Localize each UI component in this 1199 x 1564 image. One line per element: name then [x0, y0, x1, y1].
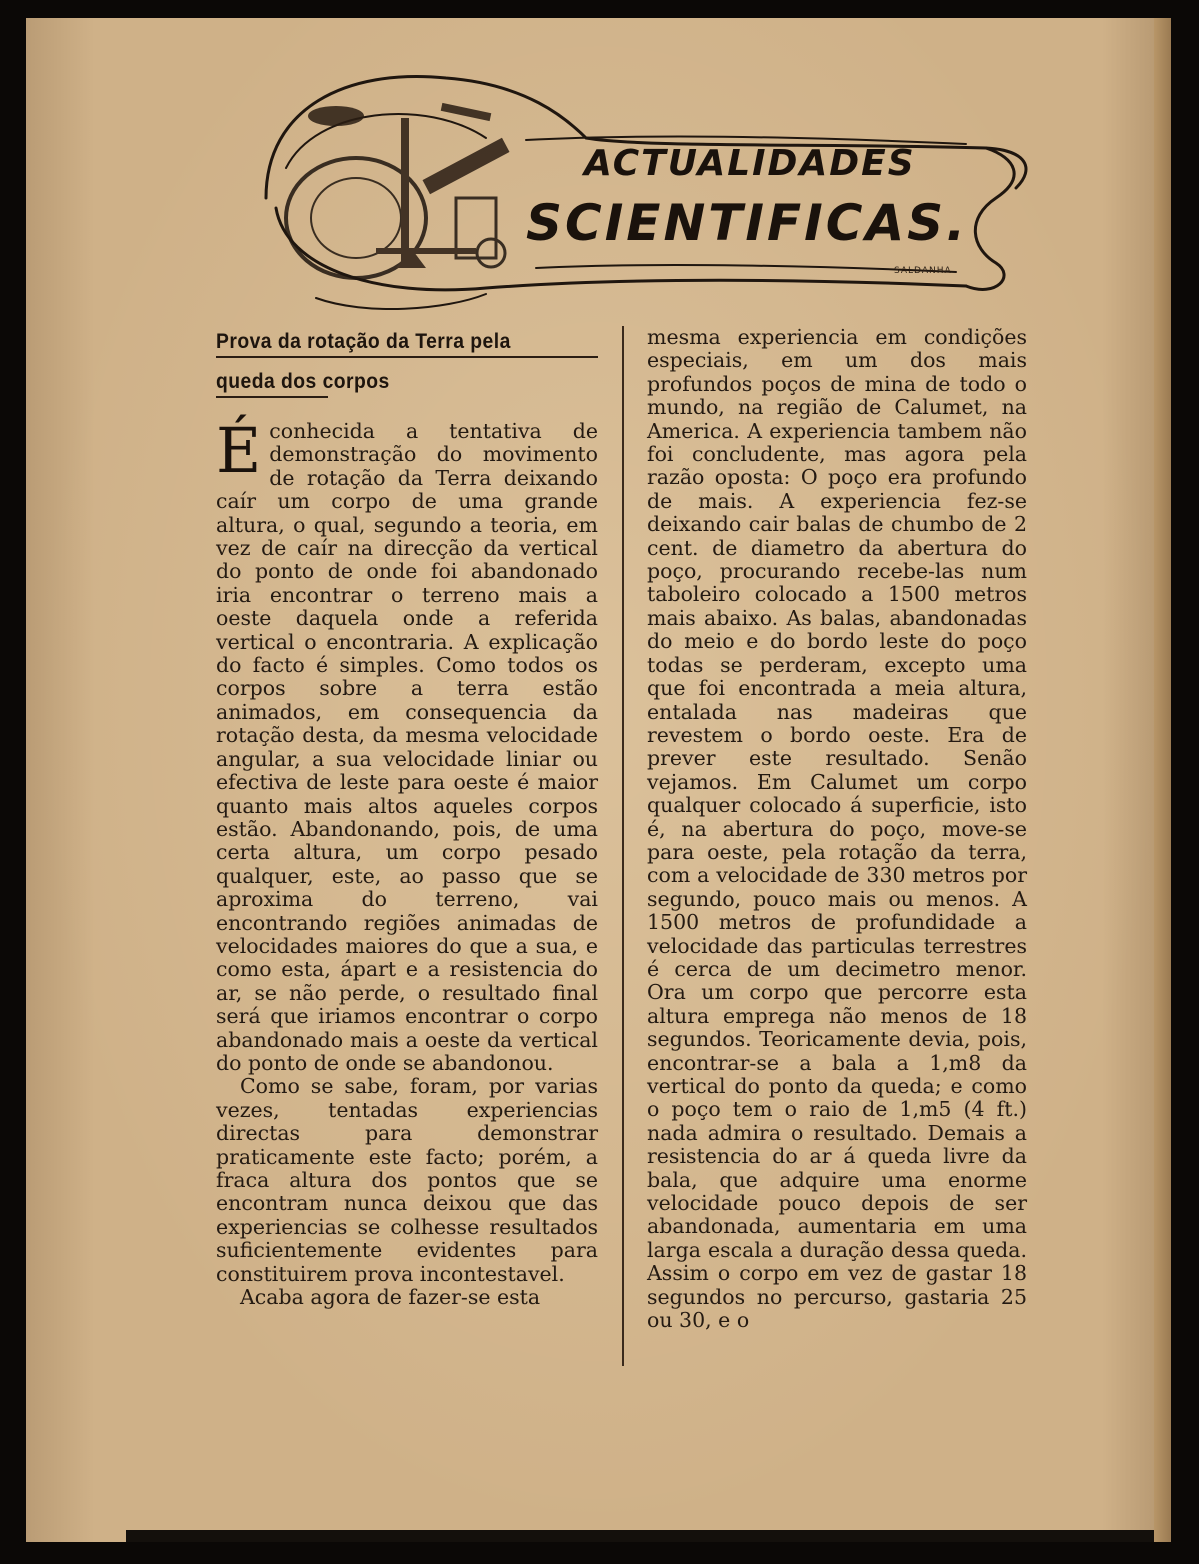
article-column-left	[216, 414, 598, 1310]
page-bottom-shadow	[126, 1530, 1154, 1542]
drop-cap: É	[216, 414, 262, 487]
illustrator-signature: SALDANHA	[894, 266, 952, 276]
title-underline	[216, 356, 598, 358]
article-paragraph-2: Como se sabe, foram, por varias vezes, tentadas experiencias directas para demonstrar praticamente este facto; porém, a fraca altura dos pontos que se encontram nunca deixou que das experiencias se colhesse resultados suficientemente evidentes para constituirem prova incontestavel.	[216, 1074, 598, 1286]
title-underline-short	[216, 396, 328, 398]
article-paragraph-1	[216, 414, 598, 1075]
article-paragraph-continued: mesma experiencia em condições especiais, em um dos mais profundos poços de mina de todo o mundo, na região de Calumet, na America. A experiencia tambem não foi concludente, mas agora pela razão oposta: O poço era profundo de mais. A experiencia fez-se deixando cair balas de chumbo de 2 cent. de diametro da abertura do poço, procurando recebe-las num taboleiro colocado a 1500 metros mais abaixo. As balas, abandonadas do meio e do bordo leste do poço todas se perderam, excepto uma que foi encontrada a meia altura, entalada nas madeiras que revestem o bordo oeste. Era de prever este resultado. Senão vejamos. Em Calumet um corpo qualquer colocado á superficie, isto é, na abertura do poço, move-se para oeste, pela rotação da terra, com a velocidade de 330 metros por segundo, pouco mais ou menos. A 1500 metros de profundidade a velocidade das particulas terrestres é cerca de um decimetro menor. Ora um corpo que percorre esta altura emprega não menos de 18 segundos. Teoricamente devia, pois, encontrar-se a bala a 1,m8 da vertical do ponto da queda; e como o poço tem o raio de 1,m5 (4 ft.) nada admira o resultado. Demais a resistencia do ar á queda livre da bala, que adquire uma enorme velocidade pouco depois de ser abandonada, aumentaria em uma larga escala a duração dessa queda. Assim o corpo em vez de gastar 18 segundos no percurso, gastaria 25 ou 30, e o	[647, 325, 1027, 1333]
article-paragraph-3: Acaba agora de fazer-se esta	[240, 1285, 541, 1310]
banner-title-line-1: ACTUALIDADES	[584, 143, 916, 184]
paragraph-1-text: conhecida a tentativa de demonstração do movimento de rotação da Terra deixando caír um corpo de uma grande altura, o qual, segundo a teoria, em vez de caír na direcção da vertical do ponto de onde foi abandonado iria encontrar o terreno mais a oeste daquela onde a referida vertical o encontraria. A explicação do facto é simples. Como todos os corpos sobre a terra estão animados, em consequencia da rotação desta, da mesma velocidade angular, a sua velocidade liniar ou efectiva de leste para oeste é maior quanto mais altos aqueles corpos estão. Abandonando, pois, de uma certa altura, um corpo pesado qualquer, este, ao passo que se aproxima do terreno, vai encontrando regiões animadas de velocidades maiores do que a sua, e como esta, ápart e a resistencia do ar, se não perde, o resultado final será que iriamos encontrar o corpo abandonado mais a oeste da vertical do ponto de onde se abandonou.	[216, 419, 598, 1075]
article-column-right	[647, 326, 1027, 1332]
page-spine-edge	[1154, 18, 1171, 1542]
column-divider	[622, 326, 624, 1366]
article-title: Prova da rotação da Terra pela queda dos corpos	[216, 330, 511, 393]
banner-title-line-2: SCIENTIFICAS.	[526, 194, 969, 252]
